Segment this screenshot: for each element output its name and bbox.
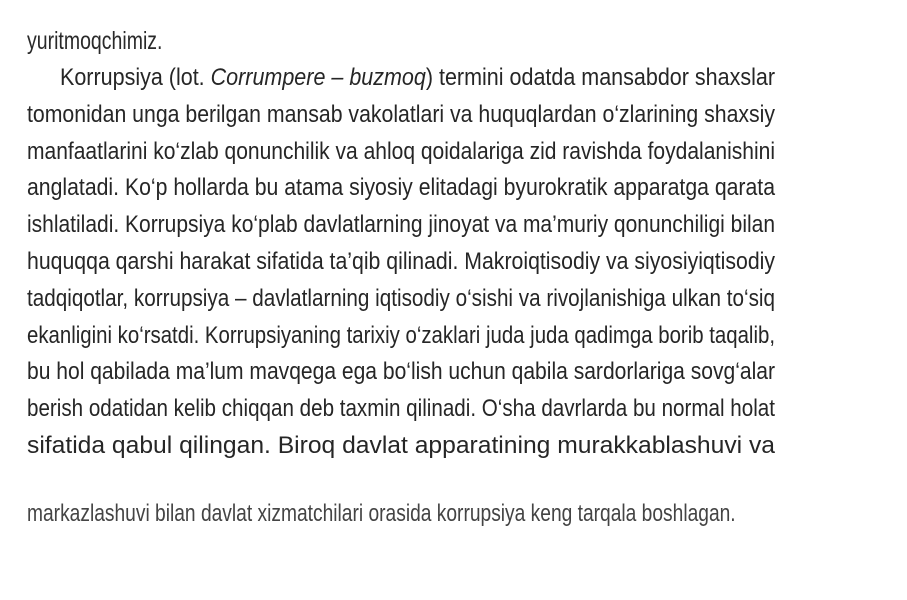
text-line-content bbox=[27, 318, 775, 355]
text-line bbox=[27, 97, 775, 134]
text-line-content bbox=[27, 281, 775, 318]
text-line bbox=[27, 428, 775, 465]
text-run: manfaatlarini ko‘zlab qonunchilik va ahloq qoidalariga zid ravishda foydalanishini bbox=[27, 137, 775, 165]
text-line-content bbox=[27, 170, 775, 207]
text-line bbox=[27, 134, 775, 171]
text-run: tomonidan unga berilgan mansab vakolatlari va huquqlardan o‘zlarining shaxsiy bbox=[27, 100, 775, 128]
text-line bbox=[27, 391, 775, 428]
text-run: anglatadi. Ko‘p hollarda bu atama siyosiy elitadagi byurokratik apparatga qarata bbox=[27, 174, 775, 202]
text-line-content bbox=[27, 354, 775, 391]
cut-off-previous-line-text: yuritmoqchimiz. bbox=[27, 27, 163, 55]
text-line bbox=[27, 207, 775, 244]
text-line-content bbox=[27, 134, 775, 171]
italic-term: Corrumpere – buzmoq bbox=[210, 64, 426, 91]
text-run: huquqqa qarshi harakat sifatida ta’qib qilinadi. Makroiqtisodiy va siyosiyiqtisodiy bbox=[27, 247, 775, 275]
text-line-content bbox=[27, 207, 775, 244]
text-line bbox=[27, 318, 775, 355]
text-run: tadqiqotlar, korrupsiya – davlatlarning iqtisodiy o‘sishi va rivojlanishiga ulkan to‘siq bbox=[27, 284, 775, 312]
text-line bbox=[27, 60, 775, 97]
text-line-content bbox=[27, 428, 775, 465]
text-line bbox=[27, 170, 775, 207]
text-run: ishlatiladi. Korrupsiya ko‘plab davlatlarning jinoyat va ma’muriy qonunchiligi bilan bbox=[27, 211, 775, 239]
text-line bbox=[27, 244, 775, 281]
cut-off-previous-line bbox=[27, 27, 247, 55]
text-run: ) termini odatda mansabdor shaxslar bbox=[425, 64, 775, 91]
text-run: ekanligini ko‘rsatdi. Korrupsiyaning tarixiy o‘zaklari juda juda qadimga borib taqalib, bbox=[27, 321, 775, 349]
text-line-content bbox=[27, 244, 775, 281]
text-run: Korrupsiya (lot. bbox=[60, 64, 211, 91]
cut-off-next-line-text: markazlashuvi bilan davlat xizmatchilari orasida korrupsiya keng tarqala boshlagan. bbox=[27, 500, 736, 527]
paragraph-korrupsiya bbox=[27, 60, 775, 465]
text-line bbox=[27, 354, 775, 391]
text-line bbox=[27, 281, 775, 318]
text-run: berish odatidan kelib chiqqan deb taxmin qilinadi. O‘sha davrlarda bu normal holat bbox=[27, 395, 775, 423]
text-run: bu hol qabilada ma’lum mavqega ega bo‘lish uchun qabila sardorlariga sovg‘alar bbox=[27, 358, 775, 386]
text-line-content bbox=[60, 60, 775, 97]
text-run: sifatida qabul qilingan. Biroq davlat apparatining murakkablashuvi va bbox=[27, 431, 775, 459]
text-line-content bbox=[27, 97, 775, 134]
text-line-content bbox=[27, 391, 775, 428]
cut-off-next-line bbox=[27, 500, 775, 527]
